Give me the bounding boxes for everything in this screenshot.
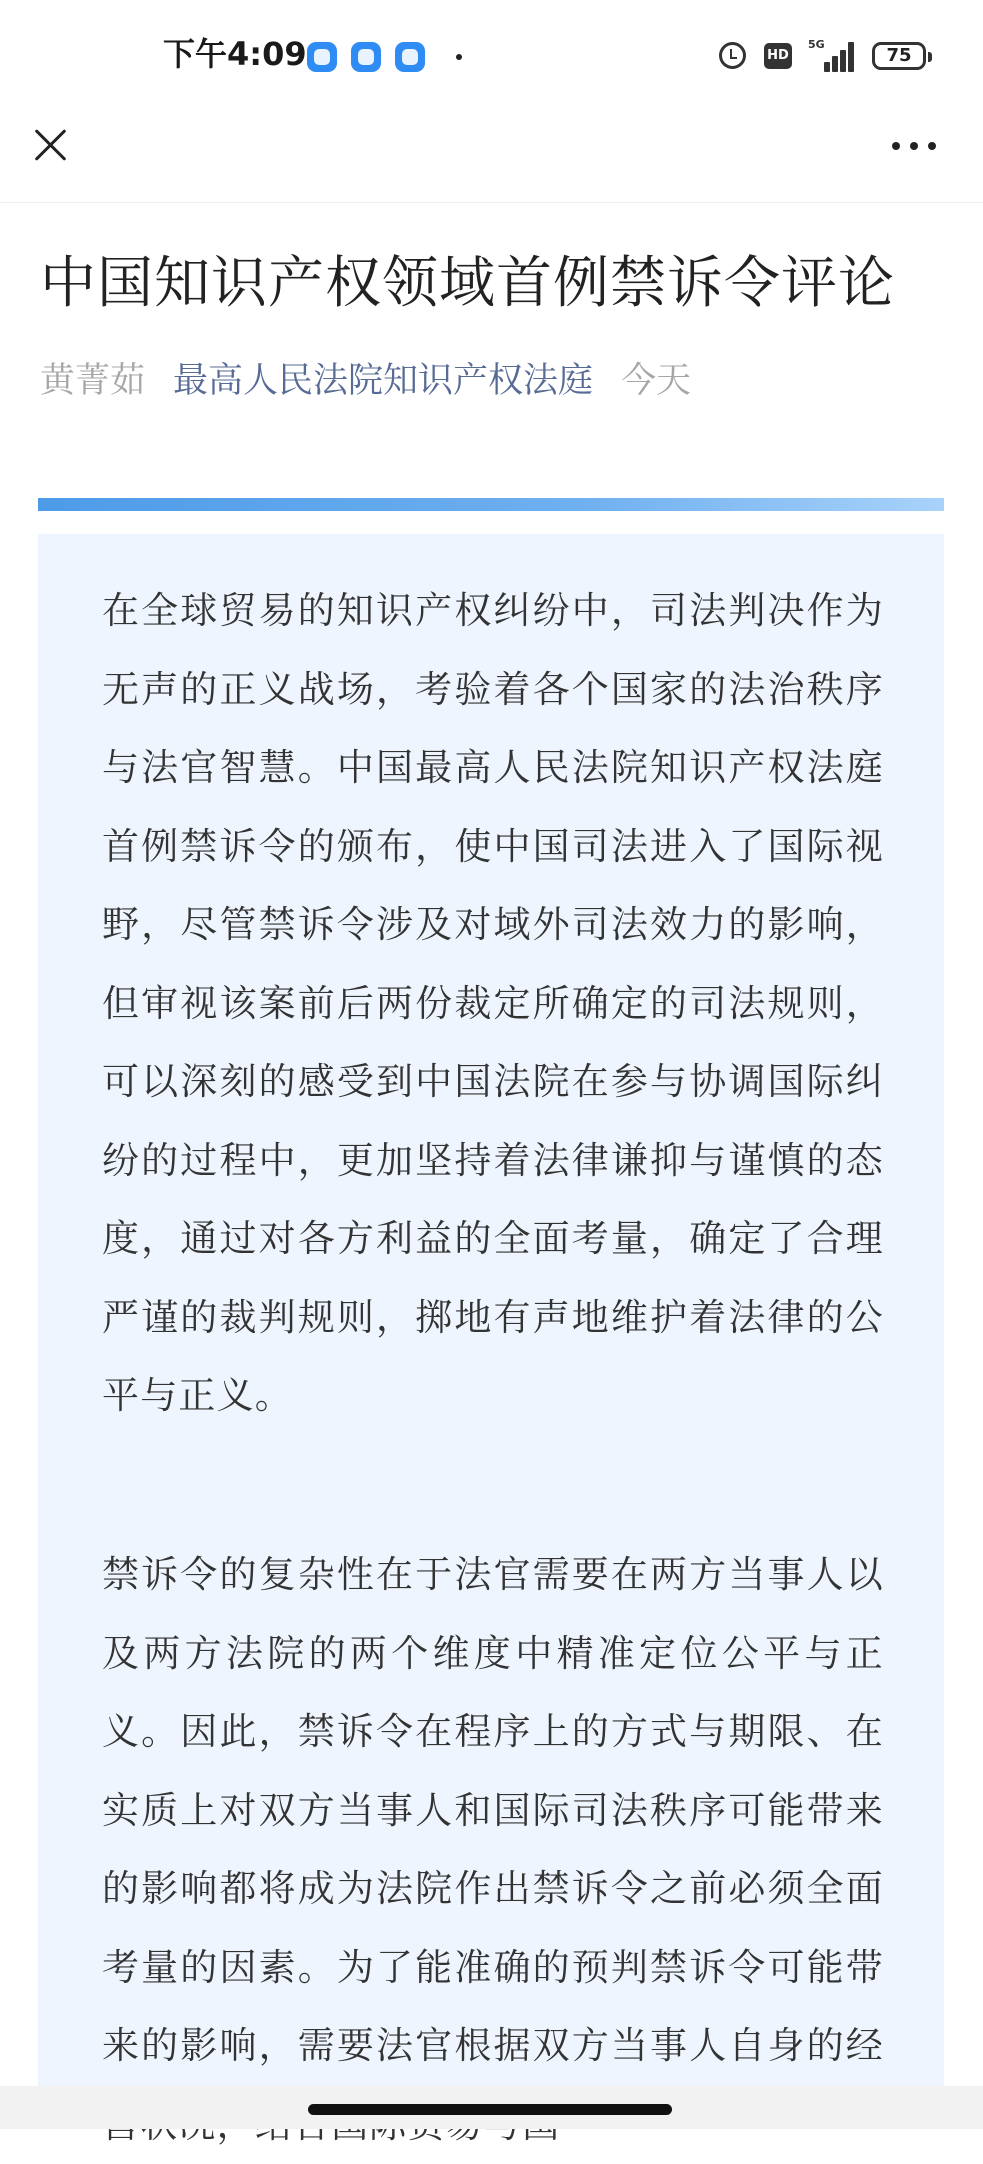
more-notifications-dot-icon — [456, 54, 462, 60]
status-time: 下午4:09 — [163, 35, 307, 73]
article-meta — [40, 356, 691, 406]
alarm-icon — [719, 42, 746, 69]
article-content-box — [38, 534, 944, 2094]
notification-app-icon — [307, 42, 337, 72]
notification-app-icon — [351, 42, 381, 72]
decorative-accent-bar — [38, 498, 944, 511]
network-type: 5G — [808, 38, 825, 51]
battery-icon: 75 — [872, 42, 926, 70]
close-icon[interactable] — [28, 122, 74, 168]
article-paragraph: 在全球贸易的知识产权纠纷中，司法判决作为无声的正义战场，考验着各个国家的法治秩序与法官智慧。中国最高人民法院知识产权法庭首例禁诉令的颁布，使中国司法进入了国际视野，尽管禁诉令涉及对域外司法效力的影响，但审视该案前后两份裁定所确定的司法规则，可以深刻的感受到中国法院在参与协调国际纠纷的过程中，更加坚持着法律谦抑与谨慎的态度，通过对各方利益的全面考量，确定了合理严谨的裁判规则，掷地有声地维护着法律的公平与正义。 — [102, 589, 884, 1417]
signal-icon — [808, 38, 858, 72]
nav-bar — [0, 112, 983, 203]
home-indicator[interactable] — [308, 2104, 672, 2115]
notification-app-icon — [395, 42, 425, 72]
article-paragraph: 禁诉令的复杂性在于法官需要在两方当事人以及两方法院的两个维度中精准定位公平与正义。因此，禁诉令在程序上的方式与期限、在实质上对双方当事人和国际司法秩序可能带来的影响都将成为法院作出禁诉令之前必须全面考量的因素。为了能准确的预判禁诉令可能带来的影响，需要法官根据双方当事人自身的经 — [102, 1553, 884, 2067]
hd-icon: HD — [764, 43, 792, 69]
more-icon[interactable] — [886, 130, 942, 160]
article-author: 黄菁茹 — [40, 361, 146, 401]
article-title: 中国知识产权领域首例禁诉令评论 — [40, 251, 895, 316]
article-date: 今天 — [621, 361, 692, 401]
status-bar — [0, 0, 983, 112]
account-name-link[interactable]: 最高人民法院知识产权法庭 — [173, 361, 594, 401]
